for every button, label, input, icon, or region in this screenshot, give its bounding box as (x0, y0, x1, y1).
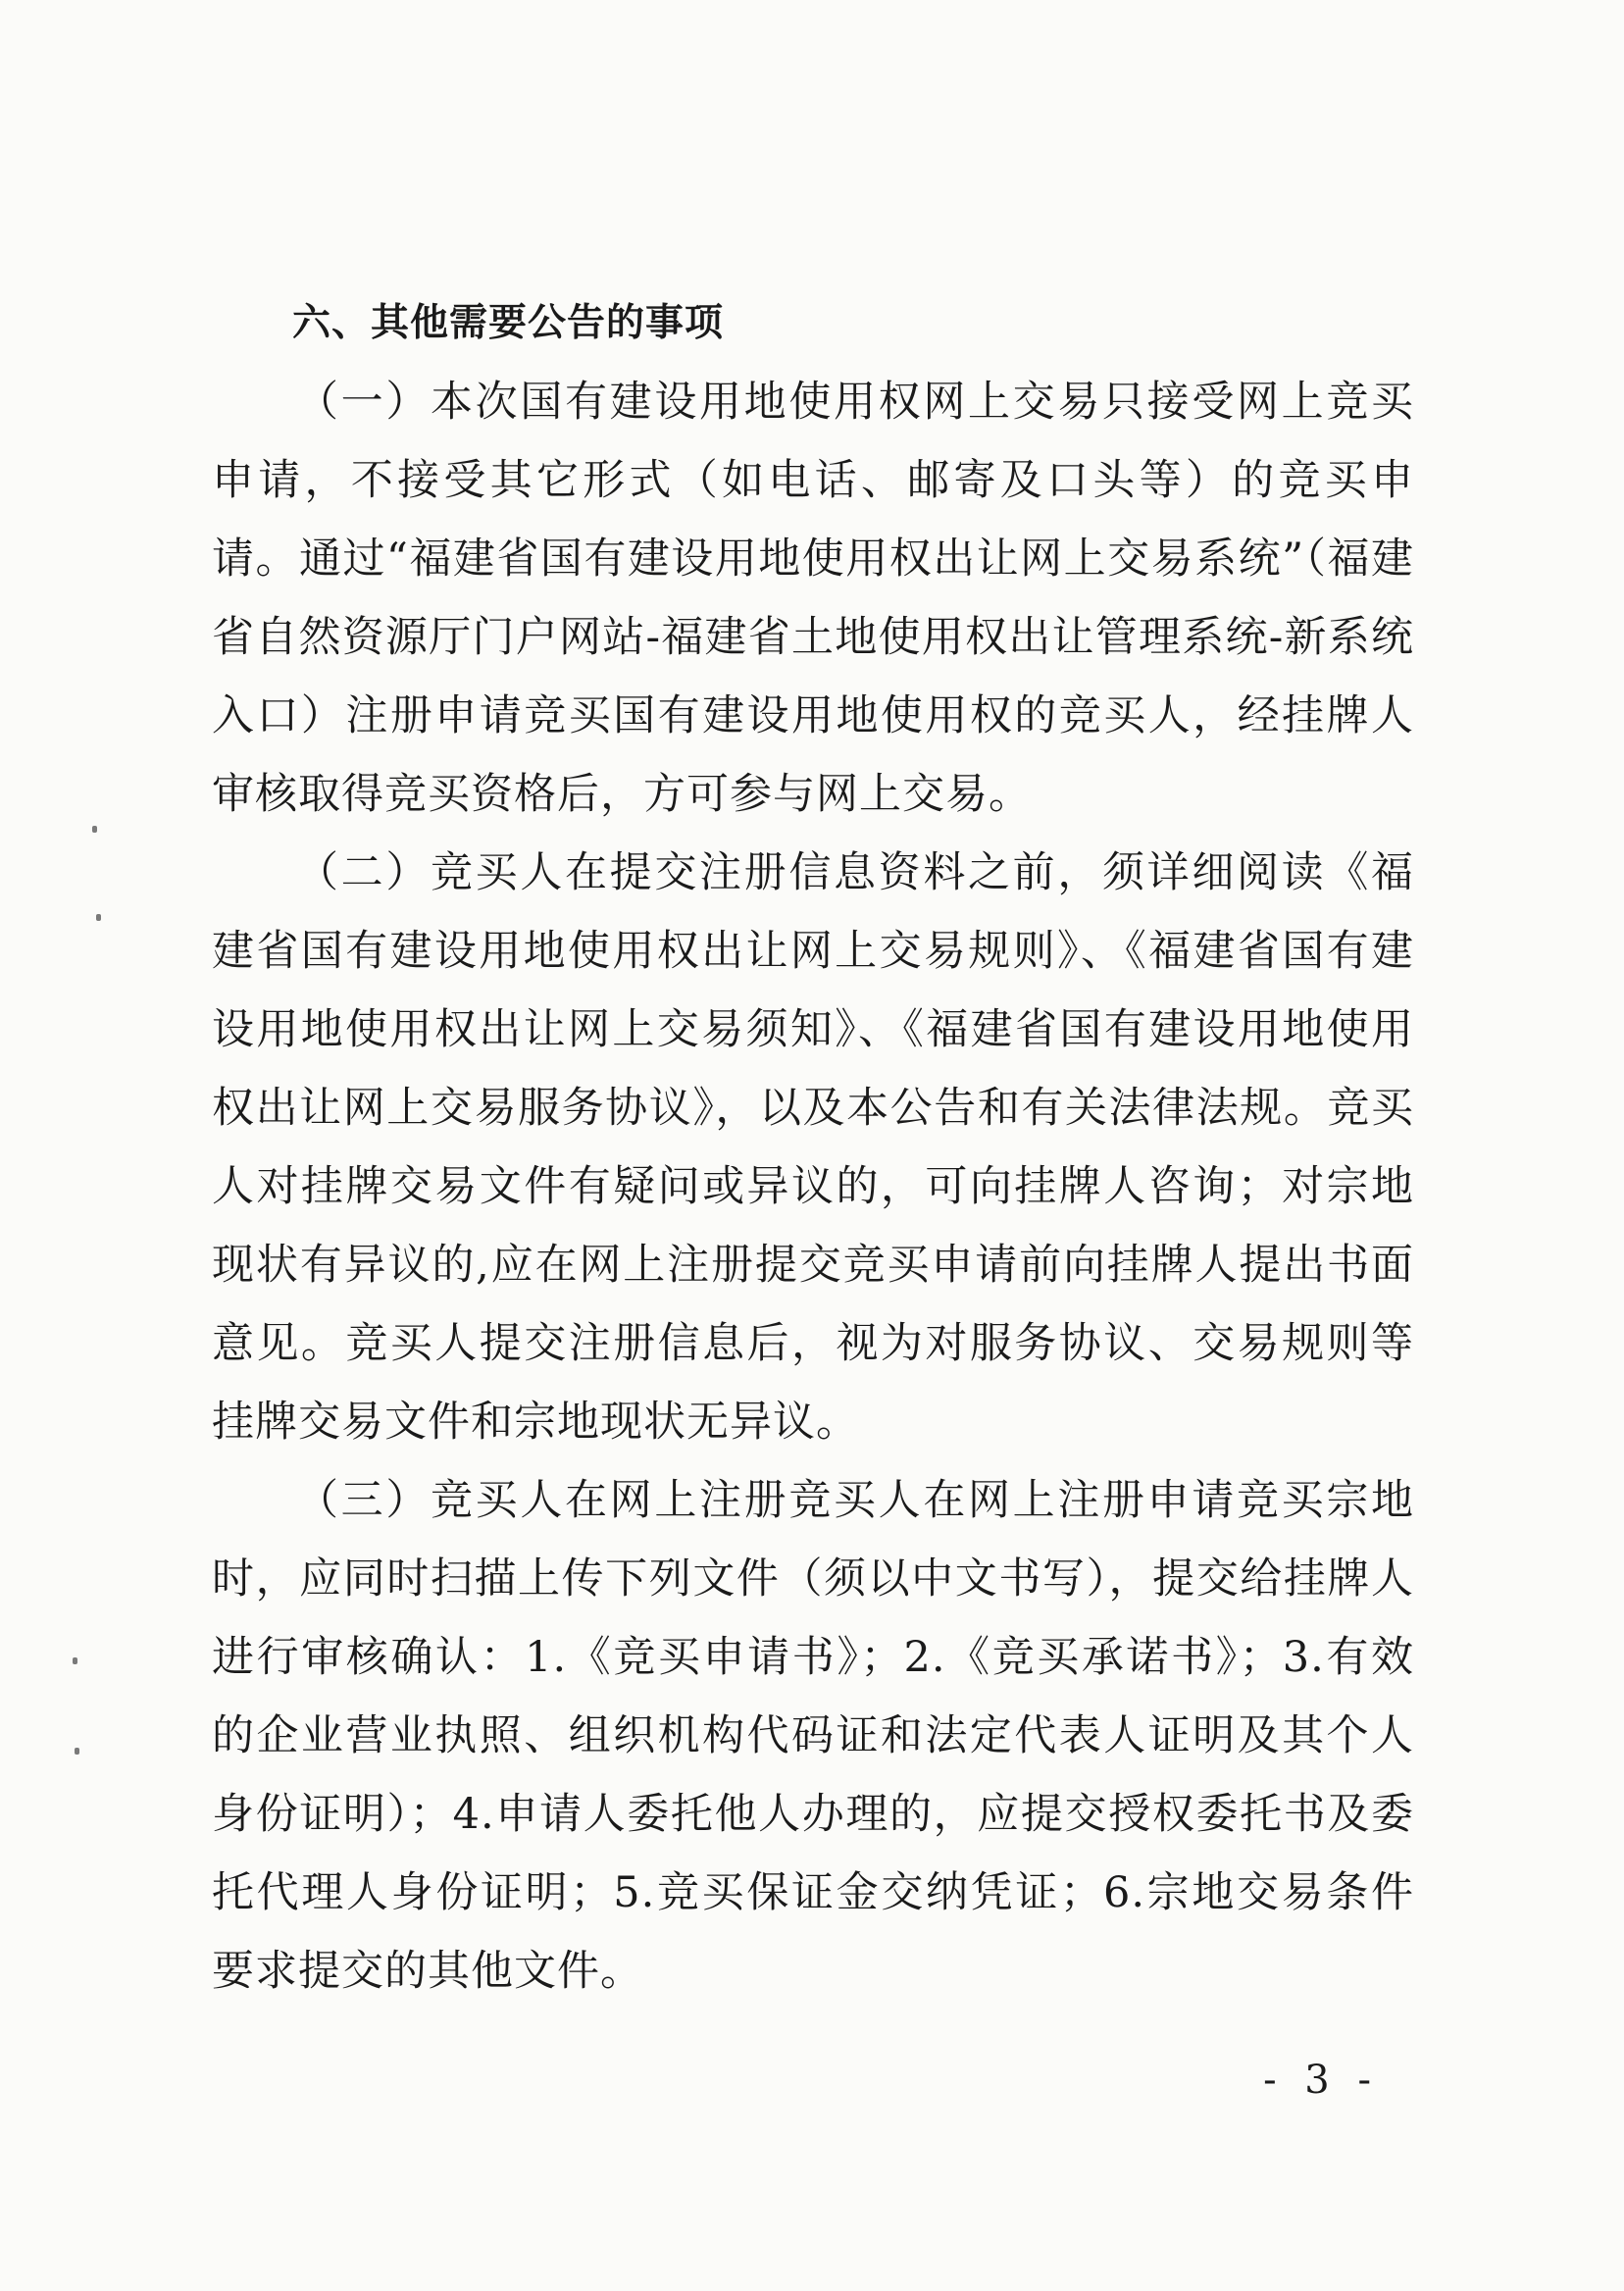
scan-speck (75, 1748, 79, 1755)
paragraph-1: （一）本次国有建设用地使用权网上交易只接受网上竞买申请，不接受其它形式（如电话、邮寄及口头等）的竞买申请。通过“福建省国有建设用地使用权出让网上交易系统”（福建省自然资源厅门户网站-福建省土地使用权出让管理系统-新系统入口）注册申请竞买国有建设用地使用权的竞买人，经挂牌人审核取得竞买资格后，方可参与网上交易。 (212, 378, 1414, 819)
paragraph-2: （二）竞买人在提交注册信息资料之前，须详细阅读《福建省国有建设用地使用权出让网上交易规则》、《福建省国有建设用地使用权出让网上交易须知》、《福建省国有建设用地使用权出让网上交易服务协议》，以及本公告和有关法律法规。竞买人对挂牌交易文件有疑问或异议的，可向挂牌人咨询；对宗地现状有异议的,应在网上注册提交竞买申请前向挂牌人提出书面意见。竞买人提交注册信息后，视为对服务协议、交易规则等挂牌交易文件和宗地现状无异议。 (212, 848, 1414, 1447)
scan-speck (92, 826, 97, 833)
section-heading: 六、其他需要公告的事项 (292, 301, 725, 345)
page-number: - 3 - (1263, 2058, 1379, 2103)
scan-speck (73, 1657, 77, 1664)
paragraph-3: （三）竞买人在网上注册竞买人在网上注册申请竞买宗地时，应同时扫描上传下列文件（须以中文书写），提交给挂牌人进行审核确认：1.《竞买申请书》；2.《竞买承诺书》；3.有效的企业营业执照、组织机构代码证和法定代表人证明及其个人身份证明）；4.申请人委托他人办理的，应提交授权委托书及委托代理人身份证明；5.竞买保证金交纳凭证；6.宗地交易条件要求提交的其他文件。 (212, 1476, 1414, 1996)
document-body (212, 284, 1414, 2011)
scan-speck (96, 914, 101, 921)
